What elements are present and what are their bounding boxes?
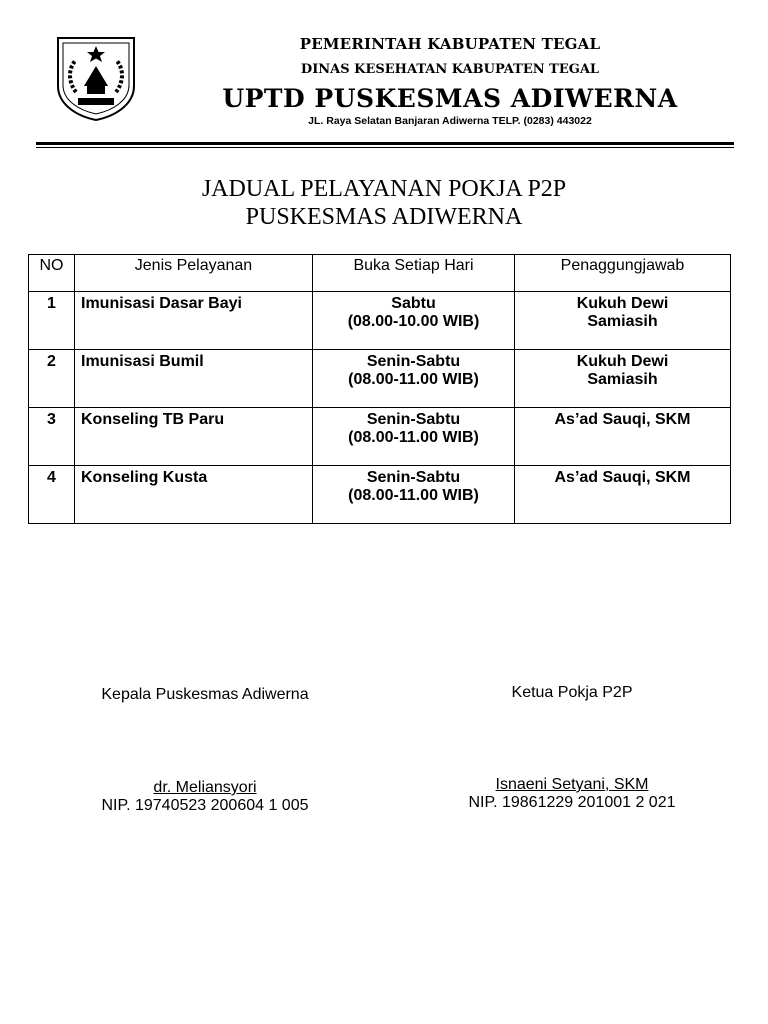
signature-left-nip: NIP. 19740523 200604 1 005 — [101, 797, 309, 814]
table-header-row — [29, 255, 731, 292]
row-person-line2: Samiasih — [587, 371, 658, 388]
row-hours: (08.00-10.00 WIB) — [347, 313, 480, 330]
header-service: Jenis Pelayanan — [75, 255, 313, 292]
table-row — [29, 466, 731, 524]
row-person — [515, 292, 731, 350]
letterhead-rule-thin — [36, 147, 734, 148]
signature-right-name: Isnaeni Setyani, SKM — [495, 776, 649, 793]
row-schedule — [313, 292, 515, 350]
row-schedule — [313, 408, 515, 466]
row-no: 1 — [29, 292, 75, 350]
letterhead-government: PEMERINTAH KABUPATEN TEGAL — [299, 35, 601, 53]
row-person — [515, 466, 731, 524]
table-row — [29, 408, 731, 466]
row-service: Konseling TB Paru — [75, 408, 313, 466]
row-no: 3 — [29, 408, 75, 466]
row-hours: (08.00-11.00 WIB) — [348, 371, 479, 388]
row-person — [515, 408, 731, 466]
signature-right-role: Ketua Pokja P2P — [511, 684, 633, 701]
row-person-line2: Samiasih — [587, 313, 658, 330]
service-schedule-table — [28, 254, 731, 524]
signature-left-role: Kepala Puskesmas Adiwerna — [101, 686, 309, 703]
signature-block-left — [60, 686, 350, 704]
signature-block-left-name — [60, 779, 350, 815]
row-schedule — [313, 350, 515, 408]
signature-block-right-name — [422, 776, 722, 812]
row-day: Senin-Sabtu — [366, 411, 461, 428]
row-person-line1: Kukuh Dewi — [576, 353, 669, 370]
row-no: 2 — [29, 350, 75, 408]
letterhead-rule-thick — [36, 142, 734, 145]
row-service: Imunisasi Bumil — [75, 350, 313, 408]
row-schedule — [313, 466, 515, 524]
header-no: NO — [29, 255, 75, 292]
row-person — [515, 350, 731, 408]
table-row — [29, 350, 731, 408]
row-person-line1: As’ad Sauqi, SKM — [554, 469, 691, 486]
row-hours: (08.00-11.00 WIB) — [348, 429, 479, 446]
row-day: Senin-Sabtu — [366, 353, 461, 370]
signature-left-name: dr. Meliansyori — [153, 779, 257, 796]
table-row — [29, 292, 731, 350]
letterhead-institution: UPTD PUSKESMAS ADIWERNA — [222, 84, 678, 113]
row-day: Sabtu — [391, 295, 436, 312]
signature-block-right — [422, 684, 722, 702]
row-person-line1: Kukuh Dewi — [576, 295, 669, 312]
row-hours: (08.00-11.00 WIB) — [348, 487, 479, 504]
row-day: Senin-Sabtu — [366, 469, 461, 486]
row-service: Imunisasi Dasar Bayi — [75, 292, 313, 350]
header-open-days: Buka Setiap Hari — [313, 255, 515, 292]
letterhead-address: JL. Raya Selatan Banjaran Adiwerna TELP. (0283) 443022 — [308, 115, 592, 127]
row-no: 4 — [29, 466, 75, 524]
kabupaten-tegal-crest-icon — [54, 34, 138, 122]
row-service: Konseling Kusta — [75, 466, 313, 524]
signature-right-nip: NIP. 19861229 201001 2 021 — [468, 794, 676, 811]
document-subtitle: PUSKESMAS ADIWERNA — [245, 204, 523, 230]
row-person-line1: As’ad Sauqi, SKM — [554, 411, 691, 428]
letterhead-department: DINAS KESEHATAN KABUPATEN TEGAL — [300, 62, 600, 77]
header-person-in-charge: Penaggungjawab — [515, 255, 731, 292]
document-title: JADUAL PELAYANAN POKJA P2P — [201, 176, 567, 202]
